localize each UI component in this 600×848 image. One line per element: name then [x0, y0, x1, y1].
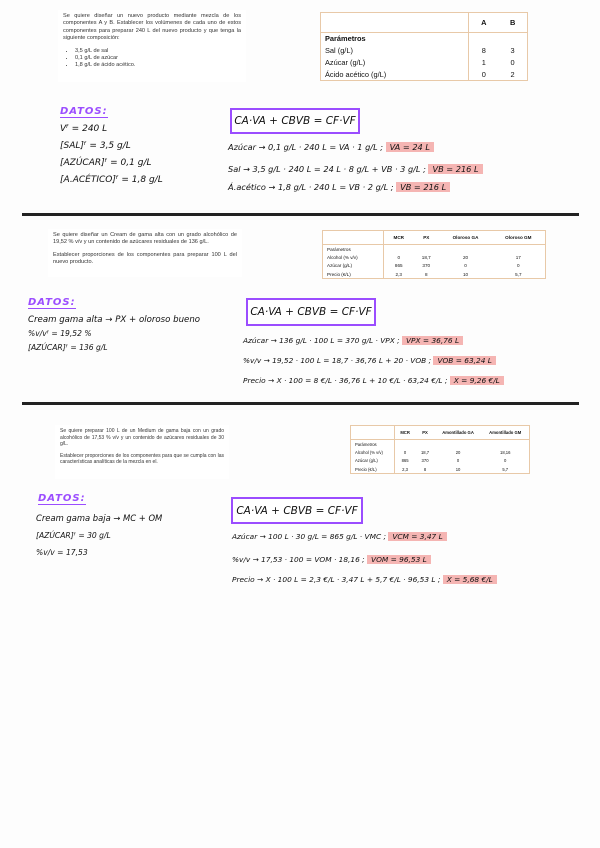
table-cell: 3 — [510, 46, 515, 55]
parameters-table-2 — [322, 230, 546, 279]
table-cell: Precio (€/L) — [323, 270, 384, 279]
datos-item: %v/v = 17,53 — [36, 548, 88, 557]
equation-text: %v/v → 19,52 · 100 L = 18,7 · 36,76 L + 20 · VOB ; — [243, 356, 432, 365]
equation-result: VB = 216 L — [428, 164, 482, 174]
table-cell: 0 — [504, 458, 507, 464]
equation-text: Precio → X · 100 = 8 €/L · 36,76 L + 10 €/L · 63,24 €/L ; — [243, 376, 448, 385]
table-section-label: Parámetros — [321, 33, 469, 45]
equation-row — [232, 575, 497, 584]
datos-item: Cream gama alta → PX + oloroso bueno — [28, 315, 201, 325]
datos-list-1 — [60, 121, 163, 189]
list-item: • 0,1 g/L de azúcar — [75, 55, 241, 62]
table-cell: 865 — [394, 263, 403, 269]
table-cell: 8 — [424, 271, 428, 277]
parameters-table-3 — [350, 425, 530, 474]
table-cell: 5,7 — [515, 271, 522, 277]
table-cell: Azúcar (g/L) — [323, 262, 384, 271]
problem-statement-2 — [48, 229, 242, 277]
table-header — [323, 231, 384, 245]
equation-text: Á.acético → 1,8 g/L · 240 L = VB · 2 g/L ; — [228, 182, 394, 192]
table-cell: 10 — [455, 466, 461, 472]
table-section-label: Parámetros — [323, 245, 384, 254]
list-item: • 1,8 g/L de ácido acético. — [75, 62, 241, 69]
problem-statement-1 — [58, 10, 246, 82]
table-cell: 370 — [421, 458, 429, 464]
table-cell: 8 — [423, 466, 427, 472]
table-header: MCR — [384, 231, 413, 245]
datos-item: [SAL]ᶠ = 3,5 g/L — [60, 141, 131, 151]
equation-result: VB = 216 L — [396, 182, 450, 192]
equation-result: VOM = 96,53 L — [367, 555, 431, 564]
datos-item: Vᶠ = 240 L — [60, 124, 108, 134]
datos-item: %v/vᶠ = 19,52 % — [28, 329, 92, 338]
table-header: PX — [413, 231, 439, 245]
datos-list-3 — [36, 510, 162, 561]
datos-item: [AZÚCAR]ᶠ = 136 g/L — [28, 343, 108, 352]
table-cell: 865 — [401, 458, 409, 464]
table-cell: 2,3 — [395, 271, 402, 277]
table-header: Amontillado GA — [435, 426, 482, 440]
table-header: MCR — [394, 426, 415, 440]
table-header: A — [469, 13, 498, 33]
equation-text: Azúcar → 136 g/L · 100 L = 370 g/L · VPX ; — [243, 336, 400, 345]
table-cell: 20 — [462, 254, 469, 260]
table-header — [351, 426, 395, 440]
equation-row — [243, 336, 463, 345]
mixing-formula-box: CA·VA + CBVB = CF·VF — [246, 298, 376, 326]
equation-result: VOB = 63,24 L — [433, 356, 495, 365]
equation-row — [228, 182, 450, 192]
table-cell: Ácido acético (g/L) — [321, 69, 469, 81]
problem-text: Se quiere diseñar un nuevo producto mediante mezcla de los componentes A y B. Establecer los volúmenes de cada uno de estos componentes para preparar 240 L del nuevo producto y que tenga la siguiente composición: — [63, 13, 241, 42]
table-cell: 10 — [462, 271, 469, 277]
datos-item: [AZÚCAR]ᶠ = 30 g/L — [36, 531, 111, 540]
datos-item: [A.ACÉTICO]ᶠ = 1,8 g/L — [60, 175, 163, 185]
table-cell: 17 — [515, 254, 521, 260]
table-cell: 18,16 — [499, 449, 511, 455]
equation-row — [232, 532, 447, 541]
mixing-formula-box: CA·VA + CBVB = CF·VF — [231, 497, 363, 524]
datos-item: Cream gama baja → MC + OM — [36, 513, 163, 523]
table-cell: 0 — [456, 458, 460, 464]
equation-row — [243, 376, 504, 385]
list-item: • 3,5 g/L de sal — [75, 48, 241, 55]
problem-text: Establecer proporciones de los componentes para preparar 100 L del nuevo producto. — [53, 251, 237, 266]
equation-row — [232, 555, 431, 564]
equation-text: Sal → 3,5 g/L · 240 L = 24 L · 8 g/L + VB · 3 g/L ; — [228, 164, 426, 174]
table-cell: Sal (g/L) — [321, 45, 469, 57]
equation-row — [228, 164, 483, 174]
problem-text: Se quiere diseñar un Cream de gama alta con un grado alcohólico de 19,52 % v/v y un contenido de azúcares residuales de 136 g/L. — [53, 232, 237, 246]
table-cell: Alcohol (% v/v) — [351, 448, 395, 457]
equation-result: VPX = 36,76 L — [402, 336, 463, 345]
problem-text: Establecer proporciones de los componentes para que se cumpla con las características analíticas de la mezcla en el. — [60, 452, 224, 466]
parameters-table-1 — [320, 12, 528, 81]
table-cell: 20 — [455, 449, 461, 455]
table-cell: 8 — [481, 46, 486, 55]
table-cell: 0 — [510, 58, 515, 67]
table-cell: 2,3 — [402, 466, 408, 472]
section-divider — [22, 213, 579, 216]
table-header — [321, 13, 469, 33]
table-cell: 18,7 — [421, 254, 431, 260]
table-cell: 2 — [510, 69, 515, 79]
equation-text: Azúcar → 0,1 g/L · 240 L = VA · 1 g/L ; — [228, 142, 383, 152]
equation-result: X = 9,26 €/L — [450, 376, 504, 385]
problem-statement-3 — [55, 425, 229, 479]
equation-result: VA = 24 L — [386, 142, 434, 152]
equation-row — [228, 142, 434, 152]
problem-text: Se quiere preparar 100 L de un Medium de gama baja con un grado alcohólico de 17,53 % v/v y un contenido de azúcares residuales de 30 g/L. — [60, 428, 224, 448]
table-cell: 0 — [403, 449, 407, 455]
table-header: B — [498, 13, 527, 33]
table-cell: 0 — [464, 263, 467, 269]
table-cell: 1 — [481, 58, 486, 67]
table-cell: Precio (€/L) — [351, 465, 395, 474]
equation-result: VCM = 3,47 L — [388, 532, 446, 541]
composition-list — [63, 48, 241, 70]
datos-list-2 — [28, 313, 200, 355]
table-header: Amontillado GM — [481, 426, 529, 440]
datos-item: [AZÚCAR]ᶠ = 0,1 g/L — [60, 158, 152, 168]
table-section-label: Parámetros — [351, 440, 395, 449]
table-cell: 5,7 — [502, 466, 509, 472]
equation-row — [243, 356, 496, 365]
table-header: Oloroso GM — [492, 231, 546, 245]
table-cell: 0 — [481, 69, 486, 79]
equation-text: Azúcar → 100 L · 30 g/L = 865 g/L · VMC ; — [232, 532, 386, 541]
table-cell: 0 — [397, 254, 401, 260]
table-cell: 0 — [517, 263, 520, 269]
table-header: PX — [416, 426, 435, 440]
equation-text: %v/v → 17,53 · 100 = VOM · 18,16 ; — [232, 555, 365, 564]
section-divider — [22, 402, 579, 405]
equation-text: Precio → X · 100 L = 2,3 €/L · 3,47 L + 5,7 €/L · 96,53 L ; — [232, 575, 441, 584]
table-header: Oloroso GA — [439, 231, 491, 245]
table-cell: Azúcar (g/L) — [321, 57, 469, 69]
datos-heading: DATOS: — [28, 297, 76, 308]
table-cell: 18,7 — [420, 449, 430, 455]
table-cell: Alcohol (% v/v) — [323, 253, 384, 262]
datos-heading: DATOS: — [38, 493, 86, 504]
mixing-formula-box: CA·VA + CBVB = CF·VF — [230, 108, 360, 134]
equation-result: X = 5,68 €/L — [443, 575, 497, 584]
table-cell: 370 — [422, 263, 431, 269]
datos-heading: DATOS: — [60, 106, 108, 117]
table-cell: Azúcar (g/L) — [351, 457, 395, 466]
